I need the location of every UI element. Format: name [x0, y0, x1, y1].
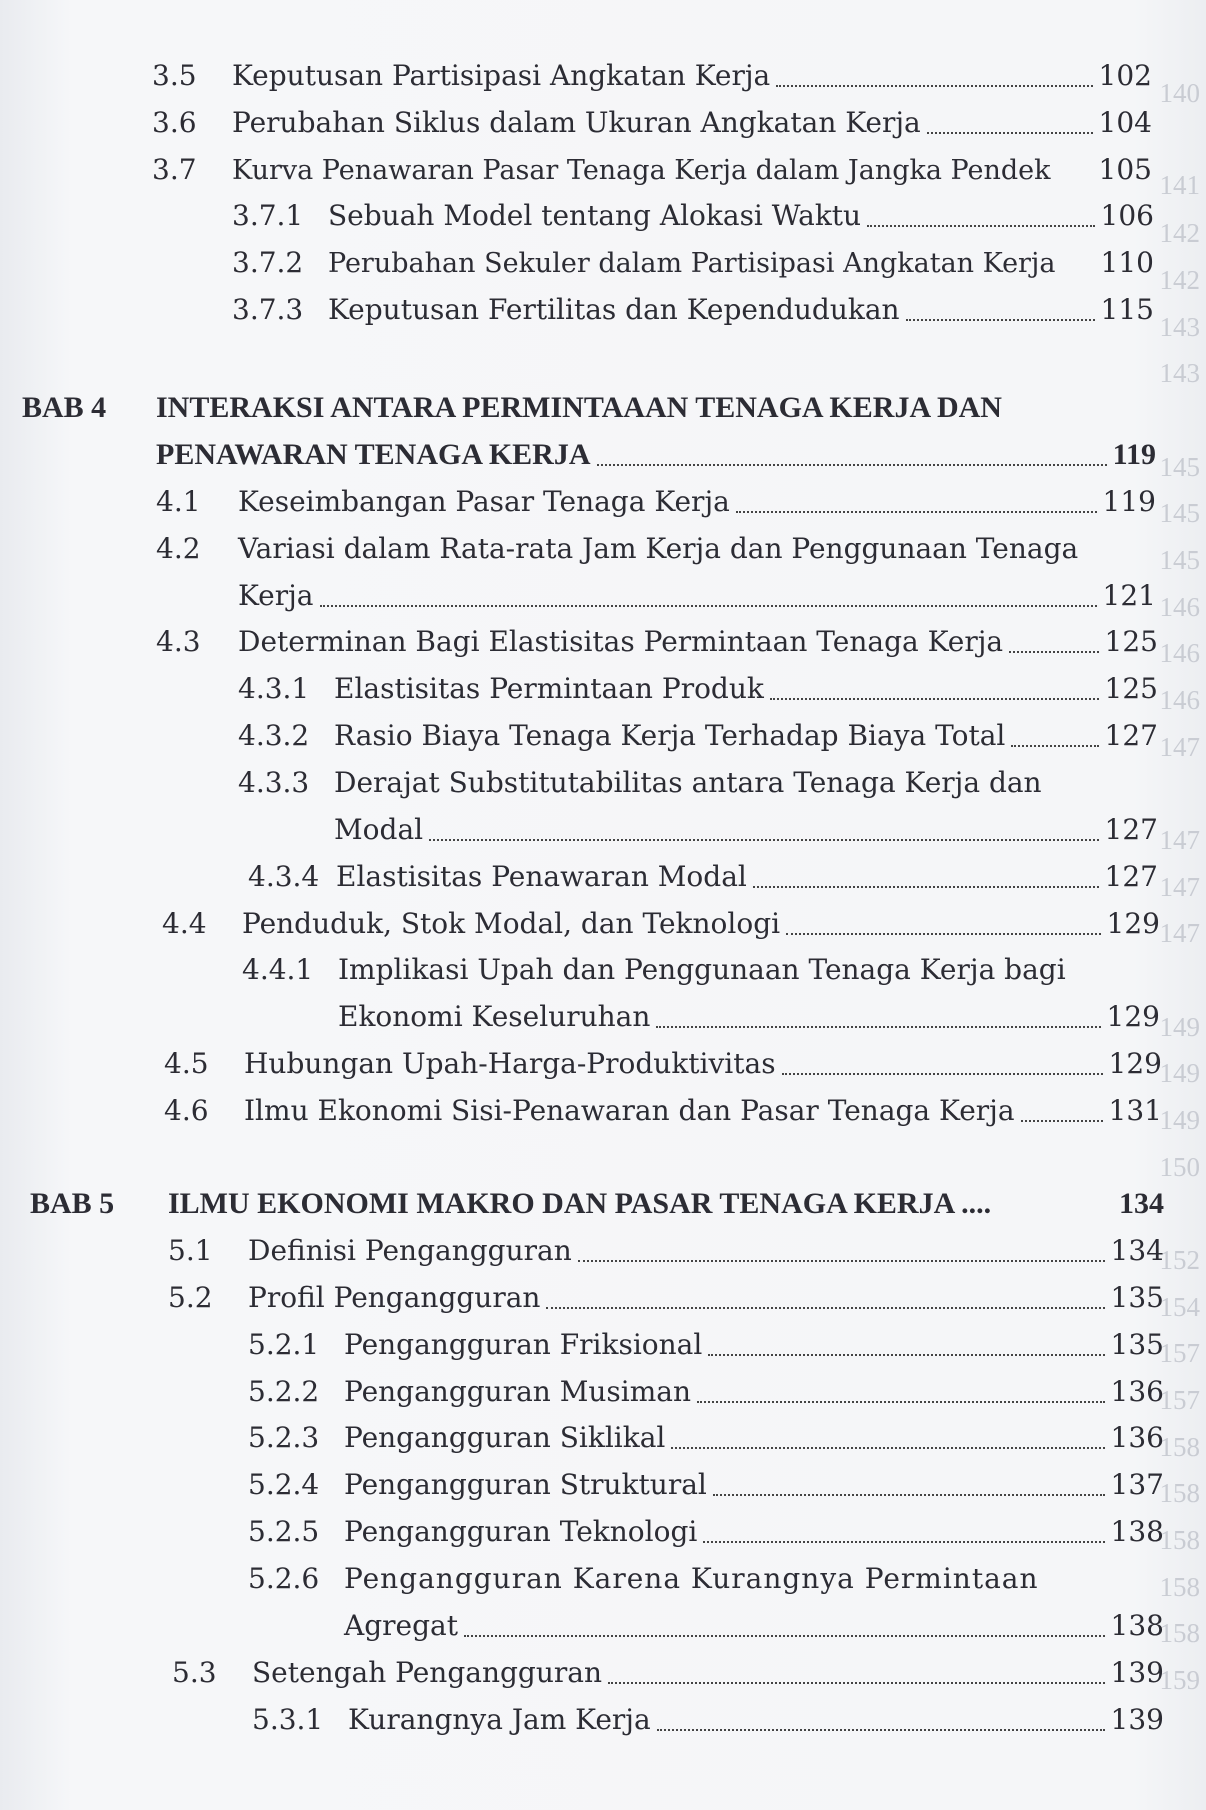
entry-title: Keputusan Fertilitas dan Kependudukan: [328, 293, 900, 326]
entry-number: 3.7.3: [232, 293, 304, 326]
leader-dots: [464, 1635, 1105, 1637]
entry-number: 5.2.3: [248, 1421, 320, 1454]
toc-entry: [164, 1046, 1162, 1082]
leader-dots: [697, 1401, 1105, 1403]
entry-number: 3.7.2: [232, 246, 304, 279]
bleed-through-numbers: 140 141 142 142 143 143 145 145 145 146 146 146 147 147 147 147 149 149 149 150 152 154 157 157 158 158 158 158 158 159: [1159, 78, 1200, 1695]
entry-page: 129: [1106, 1000, 1160, 1033]
entry-number: 5.2.1: [248, 1328, 320, 1361]
toc-entry: [238, 765, 1158, 801]
entry-title: Determinan Bagi Elastisitas Permintaan Tenaga Kerja: [238, 625, 1004, 658]
leader-dots: [1011, 745, 1098, 747]
entry-title: Agregat: [344, 1609, 458, 1642]
entry-title: Variasi dalam Rata-rata Jam Kerja dan Penggunaan Tenaga: [238, 532, 1079, 565]
chapter-label: BAB 5: [30, 1187, 115, 1220]
entry-page: 119: [1102, 485, 1156, 518]
entry-page: 104: [1098, 106, 1152, 139]
entry-title: Setengah Pengangguran: [252, 1656, 602, 1689]
entry-title: Derajat Substitutabilitas antara Tenaga Kerja dan: [334, 766, 1042, 799]
entry-page: 121: [1102, 579, 1156, 612]
entry-page: 127: [1104, 860, 1158, 893]
toc-entry-continued: [238, 578, 1156, 614]
toc-entry-continued: [334, 812, 1158, 848]
leader-dots: [708, 1354, 1104, 1356]
toc-entry: [162, 906, 1160, 942]
entry-page: 106: [1100, 199, 1154, 232]
leader-dots: [578, 1260, 1105, 1262]
toc-entry: [232, 198, 1154, 234]
leader-dots: [736, 511, 1097, 513]
entry-title: INTERAKSI ANTARA PERMINTAAAN TENAGA KERJA DAN: [156, 391, 1002, 424]
entry-title: Keputusan Partisipasi Angkatan Kerja: [232, 59, 771, 92]
entry-number: 3.5: [152, 59, 197, 92]
leader-dots: [671, 1447, 1104, 1449]
entry-page: 138: [1110, 1609, 1164, 1642]
entry-number: 5.3: [172, 1656, 217, 1689]
entry-title: Pengangguran Karena Kurangnya Permintaan: [344, 1562, 1039, 1595]
entry-number: 4.4: [162, 907, 207, 940]
entry-page: 105: [1098, 153, 1152, 186]
toc-entry: [152, 152, 1152, 189]
chapter-title: [156, 390, 1156, 426]
toc-entry: [238, 718, 1158, 754]
leader-dots: [782, 1073, 1103, 1075]
toc-entry: [164, 1093, 1162, 1129]
entry-title: Pengangguran Friksional: [344, 1328, 703, 1361]
toc-entry: [152, 58, 1152, 94]
entry-title: PENAWARAN TENAGA KERJA: [156, 438, 591, 471]
entry-number: 3.6: [152, 106, 197, 139]
toc-entry: [248, 859, 1158, 895]
entry-title: Perubahan Sekuler dalam Partisipasi Angkatan Kerja: [328, 248, 1056, 279]
leader-dots: [320, 605, 1097, 607]
toc-entry: [252, 1702, 1164, 1738]
entry-title: Pengangguran Teknologi: [344, 1515, 698, 1548]
entry-number: 4.3.2: [238, 719, 310, 752]
entry-title: Rasio Biaya Tenaga Kerja Terhadap Biaya Total: [334, 719, 1006, 752]
entry-page: 137: [1110, 1468, 1164, 1501]
chapter-title-continued: [156, 437, 1156, 473]
toc-entry: [156, 531, 1156, 567]
leader-dots: [1009, 651, 1098, 653]
entry-title: ILMU EKONOMI MAKRO DAN PASAR TENAGA KERJA ....: [168, 1187, 992, 1220]
toc-entry: [156, 624, 1158, 660]
entry-number: 4.3.3: [238, 766, 310, 799]
entry-number: 4.4.1: [242, 953, 314, 986]
entry-page: 134: [1110, 1234, 1164, 1267]
entry-number: 4.2: [156, 532, 201, 565]
entry-title: Penduduk, Stok Modal, dan Teknologi: [242, 907, 781, 940]
entry-number: 4.1: [156, 485, 201, 518]
chapter-title: [168, 1186, 1164, 1222]
entry-page: 134: [1119, 1187, 1164, 1220]
toc-entry: [168, 1280, 1164, 1316]
entry-number: 5.2.4: [248, 1468, 320, 1501]
entry-page: 135: [1110, 1328, 1164, 1361]
leader-dots: [753, 886, 1099, 888]
entry-page: 129: [1108, 1047, 1162, 1080]
entry-title: Ilmu Ekonomi Sisi-Penawaran dan Pasar Tenaga Kerja: [244, 1094, 1015, 1127]
toc-entry: [156, 484, 1156, 520]
entry-title: Sebuah Model tentang Alokasi Waktu: [328, 199, 862, 232]
toc-entry-continued: [338, 999, 1160, 1035]
entry-page: 110: [1100, 246, 1154, 279]
leader-dots: [608, 1682, 1105, 1684]
toc-entry: [248, 1514, 1164, 1550]
toc-entry: [238, 671, 1158, 707]
leader-dots: [657, 1729, 1105, 1731]
leader-dots: [703, 1541, 1104, 1543]
entry-title: Modal: [334, 813, 424, 846]
chapter-label: BAB 4: [22, 391, 107, 424]
entry-number: 3.7.1: [232, 199, 304, 232]
leader-dots: [927, 132, 1093, 134]
toc-entry: [152, 105, 1152, 141]
entry-page: 136: [1110, 1421, 1164, 1454]
entry-title: Elastisitas Penawaran Modal: [336, 860, 747, 893]
leader-dots: [867, 225, 1094, 227]
entry-title: Pengangguran Struktural: [344, 1468, 707, 1501]
entry-number: 5.2.5: [248, 1515, 320, 1548]
entry-page: 139: [1110, 1703, 1164, 1736]
entry-title: Kerja: [238, 579, 314, 612]
entry-number: 5.3.1: [252, 1703, 324, 1736]
toc-entry: [232, 245, 1154, 282]
entry-number: 4.3.1: [238, 672, 310, 705]
entry-title: Hubungan Upah-Harga-Produktivitas: [244, 1047, 776, 1080]
entry-title: Ekonomi Keseluruhan: [338, 1000, 651, 1033]
toc-entry: [248, 1561, 1164, 1597]
entry-number: 5.1: [168, 1234, 213, 1267]
toc-entry: [242, 952, 1160, 988]
entry-number: 5.2: [168, 1281, 213, 1314]
entry-page: 138: [1110, 1515, 1164, 1548]
entry-number: 4.6: [164, 1094, 209, 1127]
entry-number: 5.2.2: [248, 1375, 320, 1408]
leader-dots: [1021, 1120, 1103, 1122]
entry-page: 129: [1106, 907, 1160, 940]
leader-dots: [597, 464, 1107, 466]
toc-entry: [168, 1233, 1164, 1269]
entry-title: Elastisitas Permintaan Produk: [334, 672, 764, 705]
entry-page: 115: [1100, 293, 1154, 326]
entry-page: 125: [1104, 672, 1158, 705]
toc-entry: [248, 1467, 1164, 1503]
leader-dots: [906, 319, 1095, 321]
entry-title: Kurangnya Jam Kerja: [348, 1703, 651, 1736]
toc-entry: [232, 292, 1154, 328]
entry-title: Definisi Pengangguran: [248, 1234, 572, 1267]
entry-title: Pengangguran Siklikal: [344, 1421, 666, 1454]
entry-page: 127: [1104, 813, 1158, 846]
entry-title: Kurva Penawaran Pasar Tenaga Kerja dalam Jangka Pendek: [232, 155, 1051, 186]
entry-page: 135: [1110, 1281, 1164, 1314]
leader-dots: [429, 839, 1098, 841]
entry-page: 139: [1110, 1656, 1164, 1689]
entry-title: Keseimbangan Pasar Tenaga Kerja: [238, 485, 730, 518]
entry-number: 4.3.4: [248, 860, 320, 893]
entry-page: 119: [1112, 438, 1156, 471]
leader-dots: [656, 1026, 1100, 1028]
leader-dots: [546, 1307, 1104, 1309]
entry-number: 5.2.6: [248, 1562, 320, 1595]
entry-title: Pengangguran Musiman: [344, 1375, 692, 1408]
entry-page: 131: [1108, 1094, 1162, 1127]
leader-dots: [770, 698, 1099, 700]
entry-page: 127: [1104, 719, 1158, 752]
toc-entry: [172, 1655, 1164, 1691]
toc-entry: [248, 1420, 1164, 1456]
entry-number: 4.5: [164, 1047, 209, 1080]
leader-dots: [713, 1494, 1105, 1496]
toc-entry: [248, 1374, 1164, 1410]
entry-page: 136: [1110, 1375, 1164, 1408]
entry-title: Perubahan Siklus dalam Ukuran Angkatan Kerja: [232, 106, 921, 139]
leader-dots: [786, 933, 1100, 935]
toc-entry-continued: [344, 1608, 1164, 1644]
entry-number: 4.3: [156, 625, 201, 658]
leader-dots: [776, 85, 1092, 87]
entry-title: Implikasi Upah dan Penggunaan Tenaga Kerja bagi: [338, 953, 1066, 986]
entry-number: 3.7: [152, 153, 197, 186]
entry-page: 125: [1104, 625, 1158, 658]
entry-page: 102: [1098, 59, 1152, 92]
toc-entry: [248, 1327, 1164, 1363]
entry-title: Profil Pengangguran: [248, 1281, 541, 1314]
